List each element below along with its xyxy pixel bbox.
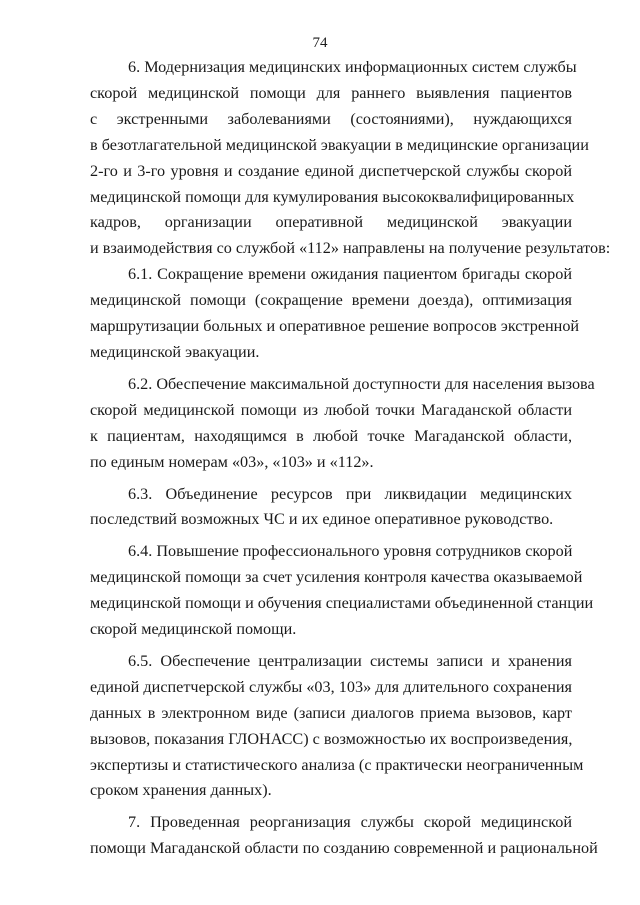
text-line: в безотлагательной медицинской эвакуации в медицинские организации xyxy=(90,135,589,154)
text-line: данных в электронном виде (записи диалогов приема вызовов, карт xyxy=(90,703,572,722)
text-line: скорой медицинской помощи. xyxy=(90,620,297,639)
text-line: вызовов, показания ГЛОНАСС) с возможностью их воспроизведения, xyxy=(90,729,573,748)
text-line: медицинской помощи для кумулирования высококвалифицированных xyxy=(90,187,575,206)
text-line: по единым номерам «03», «103» и «112». xyxy=(90,452,374,471)
text-line: медицинской помощи за счет усиления контроля качества оказываемой xyxy=(90,568,583,587)
paragraph-6-3 xyxy=(90,482,572,534)
text-line: медицинской эвакуации. xyxy=(90,342,260,361)
text-line: последствий возможных ЧС и их единое оперативное руководство. xyxy=(90,510,554,529)
text-line: 6.4. Повышение профессионального уровня сотрудников скорой xyxy=(128,542,573,561)
paragraph-7 xyxy=(90,810,598,862)
text-line: кадров, организации оперативной медицинской эвакуации xyxy=(90,213,572,232)
text-line: 6.1. Сокращение времени ожидания пациентом бригады скорой xyxy=(128,265,572,284)
paragraph-6-4 xyxy=(90,539,594,643)
text-line: 7. Проведенная реорганизация службы скорой медицинской xyxy=(128,813,572,832)
paragraph-6 xyxy=(90,55,611,262)
text-line: сроком хранения данных). xyxy=(90,781,272,800)
text-line: 6.5. Обеспечение централизации системы записи и хранения xyxy=(128,651,572,670)
text-line: экспертизы и статистического анализа (с практически неограниченным xyxy=(90,755,584,774)
document-body xyxy=(90,55,611,862)
paragraph-6-2 xyxy=(90,372,595,476)
text-line: с экстренными заболеваниями (состояниями), нуждающихся xyxy=(90,109,572,128)
text-line: медицинской помощи (сокращение времени доезда), оптимизация xyxy=(90,291,572,310)
text-line: маршрутизации больных и оперативное решение вопросов экстренной xyxy=(90,317,580,336)
text-line: 6.2. Обеспечение максимальной доступности для населения вызова xyxy=(128,374,595,393)
text-line: единой диспетчерской службы «03, 103» для длительного сохранения xyxy=(90,677,572,696)
text-line: 6. Модернизация медицинских информационных систем службы xyxy=(128,58,577,76)
text-line: 6.3. Объединение ресурсов при ликвидации медицинских xyxy=(128,484,572,503)
paragraph-6-5 xyxy=(90,649,584,804)
text-line: и взаимодействия со службой «112» направлены на получение результатов: xyxy=(90,239,611,258)
text-line: медицинской помощи и обучения специалистами объединенной станции xyxy=(90,594,594,613)
text-line: к пациентам, находящимся в любой точке Магаданской области, xyxy=(90,426,572,445)
page-number: 74 xyxy=(312,35,328,51)
text-line: скорой медицинской помощи из любой точки Магаданской области xyxy=(90,400,572,419)
paragraph-6-1 xyxy=(90,262,580,366)
text-line: скорой медицинской помощи для раннего выявления пациентов xyxy=(90,83,572,102)
text-line: помощи Магаданской области по созданию современной и рациональной xyxy=(90,839,598,858)
text-line: 2-го и 3-го уровня и создание единой диспетчерской службы скорой xyxy=(90,161,572,180)
